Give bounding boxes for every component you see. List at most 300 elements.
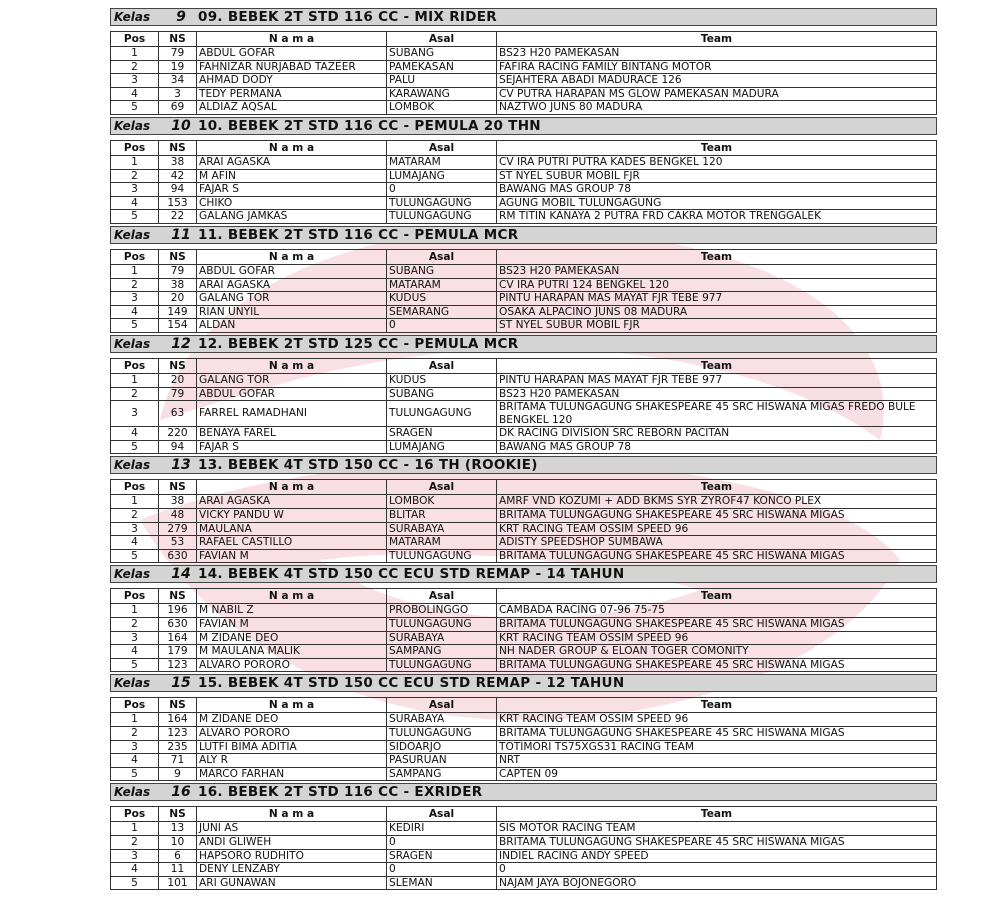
kelas-title: 11. BEBEK 2T STD 116 CC - PEMULA MCR — [198, 226, 519, 243]
team-cell: FAFIRA RACING FAMILY BINTANG MOTOR — [497, 60, 937, 74]
asal-cell: 0 — [387, 835, 497, 849]
table-row — [111, 549, 937, 563]
nama-cell: GALANG TOR — [197, 373, 387, 387]
table-row — [111, 509, 937, 523]
ns-cell: 53 — [159, 536, 197, 550]
ns-cell: 153 — [159, 196, 197, 210]
asal-cell: MATARAM — [387, 536, 497, 550]
asal-cell: SUBANG — [387, 47, 497, 61]
table-header-row — [111, 32, 937, 47]
team-cell: AGUNG MOBIL TULUNGAGUNG — [497, 196, 937, 210]
ns-cell: 63 — [159, 401, 197, 427]
kelas-title: 16. BEBEK 2T STD 116 CC - EXRIDER — [198, 784, 483, 801]
nama-cell: GALANG JAMKAS — [197, 210, 387, 224]
team-cell: BRITAMA TULUNGAGUNG SHAKESPEARE 45 SRC HISWANA MIGAS — [497, 509, 937, 523]
ns-cell: 13 — [159, 822, 197, 836]
nama-cell: RAFAEL CASTILLO — [197, 536, 387, 550]
asal-cell: KARAWANG — [387, 87, 497, 101]
column-header-nama: N a m a — [197, 807, 387, 822]
column-header-asal: Asal — [387, 358, 497, 373]
asal-cell: TULUNGAGUNG — [387, 401, 497, 427]
asal-cell: 0 — [387, 863, 497, 877]
team-cell: BRITAMA TULUNGAGUNG SHAKESPEARE 45 SRC HISWANA MIGAS — [497, 727, 937, 741]
ns-cell: 123 — [159, 658, 197, 672]
asal-cell: 0 — [387, 319, 497, 333]
pos-cell: 5 — [111, 101, 159, 115]
column-header-pos: Pos — [111, 480, 159, 495]
table-row — [111, 373, 937, 387]
kelas-number: 15 — [171, 675, 191, 692]
pos-cell: 4 — [111, 427, 159, 441]
kelas-number: 9 — [176, 9, 186, 25]
table-row — [111, 401, 937, 427]
table-row — [111, 849, 937, 863]
ns-cell: 101 — [159, 876, 197, 890]
nama-cell: RIAN UNYIL — [197, 305, 387, 319]
ns-cell: 69 — [159, 101, 197, 115]
column-header-pos: Pos — [111, 32, 159, 47]
column-header-nama: N a m a — [197, 358, 387, 373]
pos-cell: 3 — [111, 401, 159, 427]
team-cell: DK RACING DIVISION SRC REBORN PACITAN — [497, 427, 937, 441]
team-cell: NH NADER GROUP & ELOAN TOGER COMONITY — [497, 645, 937, 659]
pos-cell: 3 — [111, 522, 159, 536]
pos-cell: 4 — [111, 305, 159, 319]
asal-cell: MATARAM — [387, 278, 497, 292]
pos-cell: 5 — [111, 319, 159, 333]
asal-cell: TULUNGAGUNG — [387, 727, 497, 741]
team-cell: BRITAMA TULUNGAGUNG SHAKESPEARE 45 SRC HISWANA MIGAS FREDO BULE BENGKEL 120 — [497, 401, 937, 427]
pos-cell: 2 — [111, 509, 159, 523]
team-cell: INDIEL RACING ANDY SPEED — [497, 849, 937, 863]
asal-cell: PASURUAN — [387, 754, 497, 768]
team-cell: SIS MOTOR RACING TEAM — [497, 822, 937, 836]
table-row — [111, 658, 937, 672]
ns-cell: 20 — [159, 373, 197, 387]
table-row — [111, 495, 937, 509]
pos-cell: 4 — [111, 645, 159, 659]
column-header-pos: Pos — [111, 589, 159, 604]
team-cell: TOTIMORI TS75XGS31 RACING TEAM — [497, 740, 937, 754]
nama-cell: M MAULANA MALIK — [197, 645, 387, 659]
asal-cell: PAMEKASAN — [387, 60, 497, 74]
kelas-label: Kelas — [114, 336, 151, 351]
team-cell: ADISTY SPEEDSHOP SUMBAWA — [497, 536, 937, 550]
nama-cell: FARREL RAMADHANI — [197, 401, 387, 427]
table-row — [111, 101, 937, 115]
kelas-title: 09. BEBEK 2T STD 116 CC - MIX RIDER — [198, 9, 497, 25]
nama-cell: ARI GUNAWAN — [197, 876, 387, 890]
pos-cell: 2 — [111, 169, 159, 183]
asal-cell: SURABAYA — [387, 713, 497, 727]
pos-cell: 2 — [111, 727, 159, 741]
column-header-pos: Pos — [111, 358, 159, 373]
table-row — [111, 618, 937, 632]
table-row — [111, 74, 937, 88]
team-cell: BRITAMA TULUNGAGUNG SHAKESPEARE 45 SRC HISWANA MIGAS — [497, 549, 937, 563]
pos-cell: 3 — [111, 631, 159, 645]
kelas-number: 12 — [171, 335, 191, 352]
team-cell: RM TITIN KANAYA 2 PUTRA FRD CAKRA MOTOR TRENGGALEK — [497, 210, 937, 224]
ns-cell: 9 — [159, 767, 197, 781]
column-header-nama: N a m a — [197, 249, 387, 264]
nama-cell: ALDIAZ AQSAL — [197, 101, 387, 115]
ns-cell: 123 — [159, 727, 197, 741]
column-header-nama: N a m a — [197, 589, 387, 604]
pos-cell: 1 — [111, 495, 159, 509]
column-header-asal: Asal — [387, 32, 497, 47]
asal-cell: MATARAM — [387, 155, 497, 169]
column-header-asal: Asal — [387, 140, 497, 155]
pos-cell: 1 — [111, 604, 159, 618]
table-header-row — [111, 480, 937, 495]
pos-cell: 1 — [111, 47, 159, 61]
pos-cell: 4 — [111, 196, 159, 210]
table-row — [111, 645, 937, 659]
asal-cell: TULUNGAGUNG — [387, 618, 497, 632]
nama-cell: CHIKO — [197, 196, 387, 210]
table-row — [111, 876, 937, 890]
column-header-pos: Pos — [111, 698, 159, 713]
nama-cell: MARCO FARHAN — [197, 767, 387, 781]
asal-cell: SEMARANG — [387, 305, 497, 319]
kelas-label: Kelas — [114, 676, 151, 691]
table-row — [111, 210, 937, 224]
pos-cell: 3 — [111, 740, 159, 754]
nama-cell: LUTFI BIMA ADITIA — [197, 740, 387, 754]
ns-cell: 34 — [159, 74, 197, 88]
team-cell: BAWANG MAS GROUP 78 — [497, 440, 937, 454]
team-cell: NRT — [497, 754, 937, 768]
results-table — [110, 588, 937, 672]
asal-cell: SAMPANG — [387, 767, 497, 781]
results-table — [110, 358, 937, 455]
team-cell: ST NYEL SUBUR MOBIL FJR — [497, 169, 937, 183]
ns-cell: 19 — [159, 60, 197, 74]
pos-cell: 5 — [111, 767, 159, 781]
table-row — [111, 47, 937, 61]
pos-cell: 5 — [111, 658, 159, 672]
kelas-number: 11 — [171, 226, 191, 243]
ns-cell: 154 — [159, 319, 197, 333]
asal-cell: SIDOARJO — [387, 740, 497, 754]
kelas-label: Kelas — [114, 118, 151, 133]
ns-cell: 22 — [159, 210, 197, 224]
column-header-ns: NS — [159, 140, 197, 155]
asal-cell: PALU — [387, 74, 497, 88]
pos-cell: 2 — [111, 387, 159, 401]
table-row — [111, 440, 937, 454]
column-header-nama: N a m a — [197, 140, 387, 155]
table-row — [111, 713, 937, 727]
column-header-nama: N a m a — [197, 698, 387, 713]
team-cell: BRITAMA TULUNGAGUNG SHAKESPEARE 45 SRC HISWANA MIGAS — [497, 835, 937, 849]
team-cell: CV IRA PUTRI PUTRA KADES BENGKEL 120 — [497, 155, 937, 169]
asal-cell: LOMBOK — [387, 495, 497, 509]
ns-cell: 38 — [159, 495, 197, 509]
table-row — [111, 87, 937, 101]
nama-cell: M NABIL Z — [197, 604, 387, 618]
table-row — [111, 387, 937, 401]
nama-cell: ALVARO PORORO — [197, 658, 387, 672]
asal-cell: KUDUS — [387, 373, 497, 387]
table-header-row — [111, 589, 937, 604]
team-cell: 0 — [497, 863, 937, 877]
pos-cell: 1 — [111, 822, 159, 836]
team-cell: BRITAMA TULUNGAGUNG SHAKESPEARE 45 SRC HISWANA MIGAS — [497, 618, 937, 632]
table-row — [111, 264, 937, 278]
kelas-title: 12. BEBEK 2T STD 125 CC - PEMULA MCR — [198, 335, 519, 352]
results-table — [110, 249, 937, 333]
kelas-title: 13. BEBEK 4T STD 150 CC - 16 TH (ROOKIE) — [198, 457, 538, 474]
column-header-team: Team — [497, 358, 937, 373]
pos-cell: 1 — [111, 373, 159, 387]
nama-cell: FAJAR S — [197, 183, 387, 197]
ns-cell: 6 — [159, 849, 197, 863]
pos-cell: 1 — [111, 264, 159, 278]
asal-cell: SRAGEN — [387, 427, 497, 441]
table-row — [111, 822, 937, 836]
kelas-header — [110, 117, 937, 135]
column-header-team: Team — [497, 480, 937, 495]
column-header-ns: NS — [159, 480, 197, 495]
kelas-label: Kelas — [114, 227, 151, 242]
ns-cell: 20 — [159, 292, 197, 306]
column-header-pos: Pos — [111, 140, 159, 155]
table-row — [111, 319, 937, 333]
table-row — [111, 155, 937, 169]
asal-cell: SURABAYA — [387, 522, 497, 536]
team-cell: CV IRA PUTRI 124 BENGKEL 120 — [497, 278, 937, 292]
ns-cell: 38 — [159, 155, 197, 169]
asal-cell: TULUNGAGUNG — [387, 196, 497, 210]
nama-cell: M ZIDANE DEO — [197, 713, 387, 727]
asal-cell: KEDIRI — [387, 822, 497, 836]
pos-cell: 2 — [111, 278, 159, 292]
kelas-number: 16 — [171, 784, 191, 801]
pos-cell: 3 — [111, 849, 159, 863]
team-cell: BRITAMA TULUNGAGUNG SHAKESPEARE 45 SRC HISWANA MIGAS — [497, 658, 937, 672]
table-row — [111, 863, 937, 877]
table-header-row — [111, 249, 937, 264]
column-header-pos: Pos — [111, 249, 159, 264]
pos-cell: 1 — [111, 155, 159, 169]
nama-cell: M ZIDANE DEO — [197, 631, 387, 645]
kelas-header — [110, 8, 937, 26]
table-row — [111, 183, 937, 197]
column-header-asal: Asal — [387, 249, 497, 264]
table-row — [111, 740, 937, 754]
asal-cell: TULUNGAGUNG — [387, 210, 497, 224]
column-header-ns: NS — [159, 32, 197, 47]
team-cell: CV PUTRA HARAPAN MS GLOW PAMEKASAN MADURA — [497, 87, 937, 101]
column-header-ns: NS — [159, 807, 197, 822]
nama-cell: ANDI GLIWEH — [197, 835, 387, 849]
nama-cell: M AFIN — [197, 169, 387, 183]
ns-cell: 196 — [159, 604, 197, 618]
nama-cell: ABDUL GOFAR — [197, 387, 387, 401]
pos-cell: 3 — [111, 183, 159, 197]
column-header-nama: N a m a — [197, 32, 387, 47]
pos-cell: 1 — [111, 713, 159, 727]
asal-cell: TULUNGAGUNG — [387, 658, 497, 672]
ns-cell: 279 — [159, 522, 197, 536]
team-cell: BS23 H20 PAMEKASAN — [497, 264, 937, 278]
kelas-title: 14. BEBEK 4T STD 150 CC ECU STD REMAP - 14 TAHUN — [198, 566, 625, 583]
team-cell: PINTU HARAPAN MAS MAYAT FJR TEBE 977 — [497, 292, 937, 306]
results-table — [110, 140, 937, 224]
team-cell: OSAKA ALPACINO JUNS 08 MADURA — [497, 305, 937, 319]
column-header-team: Team — [497, 140, 937, 155]
ns-cell: 79 — [159, 387, 197, 401]
kelas-header — [110, 226, 937, 244]
kelas-label: Kelas — [114, 458, 151, 473]
table-header-row — [111, 140, 937, 155]
results-sheet — [110, 6, 937, 890]
kelas-title: 10. BEBEK 2T STD 116 CC - PEMULA 20 THN — [198, 117, 541, 134]
ns-cell: 235 — [159, 740, 197, 754]
kelas-header — [110, 674, 937, 692]
column-header-team: Team — [497, 698, 937, 713]
table-row — [111, 522, 937, 536]
nama-cell: FAVIAN M — [197, 549, 387, 563]
pos-cell: 4 — [111, 87, 159, 101]
nama-cell: HAPSORO RUDHITO — [197, 849, 387, 863]
kelas-label: Kelas — [114, 10, 151, 24]
asal-cell: LOMBOK — [387, 101, 497, 115]
ns-cell: 79 — [159, 47, 197, 61]
table-row — [111, 60, 937, 74]
team-cell: NAJAM JAYA BOJONEGORO — [497, 876, 937, 890]
table-header-row — [111, 358, 937, 373]
kelas-header — [110, 783, 937, 801]
kelas-header — [110, 335, 937, 353]
table-row — [111, 835, 937, 849]
pos-cell: 4 — [111, 536, 159, 550]
asal-cell: SRAGEN — [387, 849, 497, 863]
column-header-nama: N a m a — [197, 480, 387, 495]
kelas-number: 13 — [171, 457, 191, 474]
results-table — [110, 479, 937, 563]
ns-cell: 220 — [159, 427, 197, 441]
nama-cell: DENY LENZABY — [197, 863, 387, 877]
asal-cell: 0 — [387, 183, 497, 197]
pos-cell: 4 — [111, 754, 159, 768]
nama-cell: GALANG TOR — [197, 292, 387, 306]
column-header-team: Team — [497, 249, 937, 264]
team-cell: BS23 H20 PAMEKASAN — [497, 387, 937, 401]
team-cell: SEJAHTERA ABADI MADURACE 126 — [497, 74, 937, 88]
results-table — [110, 697, 937, 781]
team-cell: CAPTEN 09 — [497, 767, 937, 781]
table-row — [111, 631, 937, 645]
asal-cell: PROBOLINGGO — [387, 604, 497, 618]
table-row — [111, 767, 937, 781]
pos-cell: 2 — [111, 618, 159, 632]
column-header-asal: Asal — [387, 480, 497, 495]
table-row — [111, 292, 937, 306]
kelas-label: Kelas — [114, 785, 151, 800]
nama-cell: ARAI AGASKA — [197, 155, 387, 169]
team-cell: PINTU HARAPAN MAS MAYAT FJR TEBE 977 — [497, 373, 937, 387]
nama-cell: ALVARO PORORO — [197, 727, 387, 741]
column-header-asal: Asal — [387, 807, 497, 822]
asal-cell: LUMAJANG — [387, 169, 497, 183]
ns-cell: 164 — [159, 713, 197, 727]
column-header-team: Team — [497, 589, 937, 604]
table-row — [111, 754, 937, 768]
ns-cell: 79 — [159, 264, 197, 278]
ns-cell: 38 — [159, 278, 197, 292]
nama-cell: JUNI AS — [197, 822, 387, 836]
table-row — [111, 278, 937, 292]
pos-cell: 3 — [111, 292, 159, 306]
team-cell: BAWANG MAS GROUP 78 — [497, 183, 937, 197]
team-cell: KRT RACING TEAM OSSIM SPEED 96 — [497, 713, 937, 727]
column-header-team: Team — [497, 807, 937, 822]
ns-cell: 149 — [159, 305, 197, 319]
team-cell: ST NYEL SUBUR MOBIL FJR — [497, 319, 937, 333]
nama-cell: ARAI AGASKA — [197, 278, 387, 292]
ns-cell: 94 — [159, 440, 197, 454]
nama-cell: ARAI AGASKA — [197, 495, 387, 509]
table-row — [111, 727, 937, 741]
ns-cell: 164 — [159, 631, 197, 645]
nama-cell: VICKY PANDU W — [197, 509, 387, 523]
column-header-ns: NS — [159, 249, 197, 264]
team-cell: CAMBADA RACING 07-96 75-75 — [497, 604, 937, 618]
table-row — [111, 427, 937, 441]
pos-cell: 5 — [111, 210, 159, 224]
kelas-header — [110, 456, 937, 474]
team-cell: KRT RACING TEAM OSSIM SPEED 96 — [497, 522, 937, 536]
asal-cell: KUDUS — [387, 292, 497, 306]
table-header-row — [111, 698, 937, 713]
asal-cell: SLEMAN — [387, 876, 497, 890]
asal-cell: TULUNGAGUNG — [387, 549, 497, 563]
table-header-row — [111, 807, 937, 822]
pos-cell: 4 — [111, 863, 159, 877]
kelas-number: 14 — [171, 566, 191, 583]
pos-cell: 5 — [111, 876, 159, 890]
pos-cell: 2 — [111, 60, 159, 74]
kelas-title: 15. BEBEK 4T STD 150 CC ECU STD REMAP - 12 TAHUN — [198, 675, 625, 692]
ns-cell: 10 — [159, 835, 197, 849]
team-cell: BS23 H20 PAMEKASAN — [497, 47, 937, 61]
table-row — [111, 305, 937, 319]
ns-cell: 42 — [159, 169, 197, 183]
nama-cell: ABDUL GOFAR — [197, 47, 387, 61]
team-cell: AMRF VND KOZUMI + ADD BKMS SYR ZYROF47 KONCO PLEX — [497, 495, 937, 509]
nama-cell: ALDAN — [197, 319, 387, 333]
column-header-asal: Asal — [387, 589, 497, 604]
asal-cell: SAMPANG — [387, 645, 497, 659]
results-table — [110, 806, 937, 890]
column-header-ns: NS — [159, 589, 197, 604]
results-table — [110, 31, 937, 115]
ns-cell: 11 — [159, 863, 197, 877]
column-header-ns: NS — [159, 358, 197, 373]
nama-cell: MAULANA — [197, 522, 387, 536]
nama-cell: FAHNIZAR NURJABAD TAZEER — [197, 60, 387, 74]
nama-cell: ALY R — [197, 754, 387, 768]
ns-cell: 3 — [159, 87, 197, 101]
pos-cell: 5 — [111, 549, 159, 563]
asal-cell: SUBANG — [387, 264, 497, 278]
column-header-team: Team — [497, 32, 937, 47]
team-cell: KRT RACING TEAM OSSIM SPEED 96 — [497, 631, 937, 645]
table-row — [111, 536, 937, 550]
